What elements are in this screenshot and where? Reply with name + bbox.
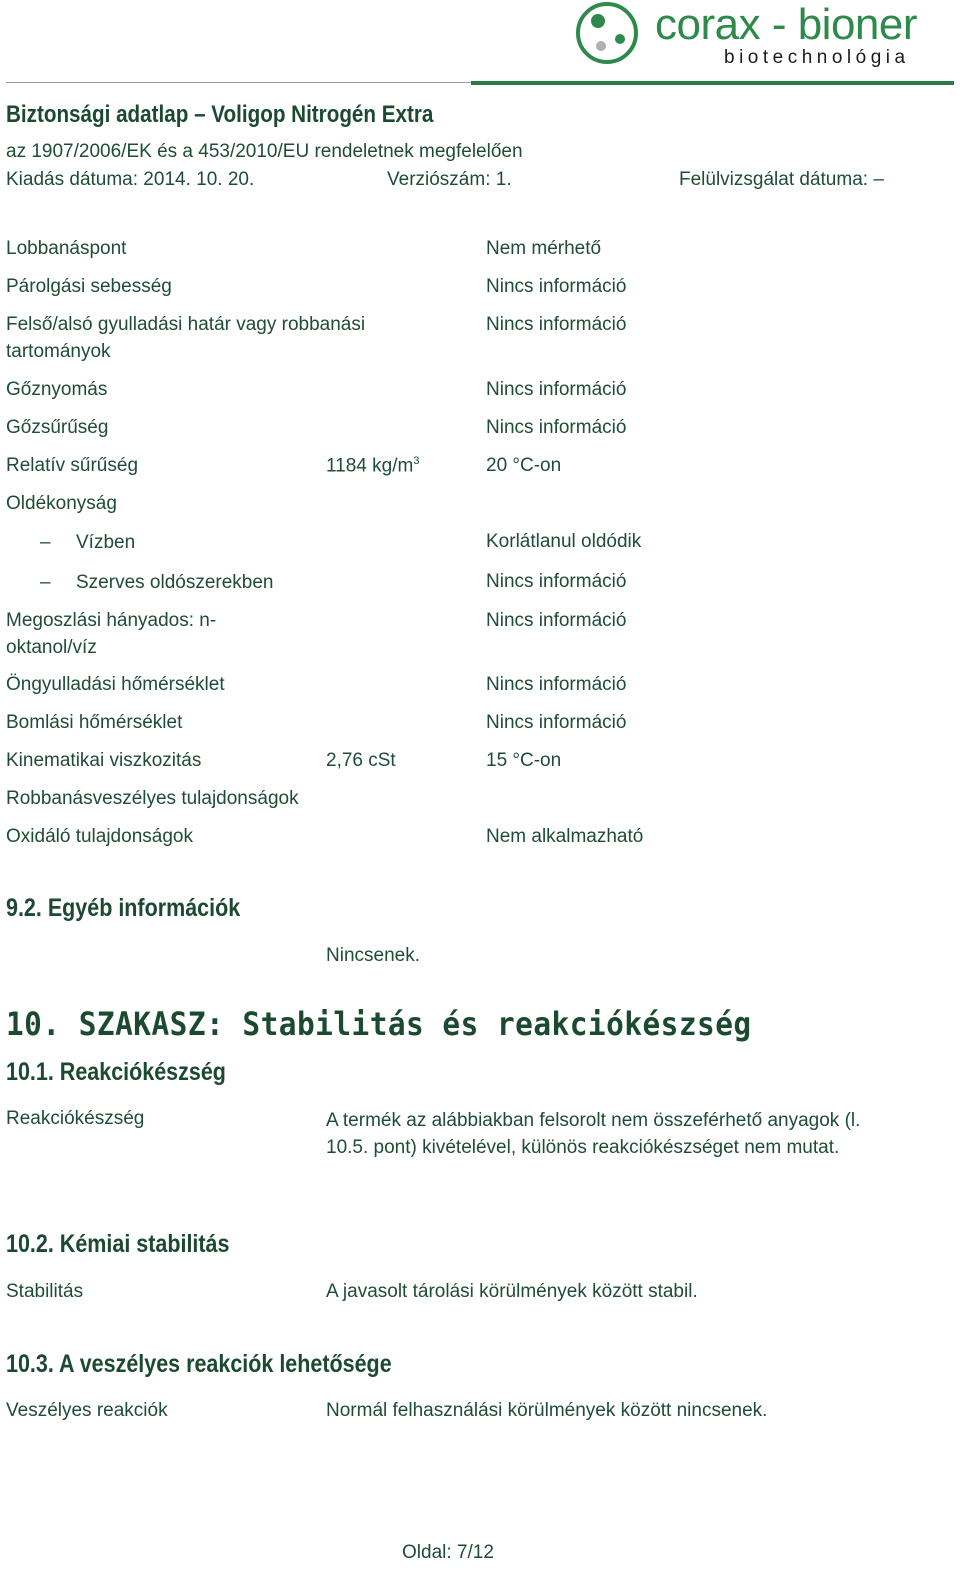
list-dash: – bbox=[40, 572, 51, 593]
property-label: Párolgási sebesség bbox=[6, 276, 172, 297]
section-paragraph: A termék az alábbiakban felsorolt nem összeférhető anyagok (l. 10.5. pont) kivételével, különös reakciókészséget nem mutat. bbox=[326, 1110, 861, 1158]
list-dash: – bbox=[40, 532, 51, 553]
property-label: Öngyulladási hőmérséklet bbox=[6, 674, 225, 695]
amount-text: 1184 kg/m bbox=[326, 455, 414, 477]
property-value: Nincs információ bbox=[486, 712, 627, 733]
issue-date: Kiadás dátuma: 2014. 10. 20. bbox=[6, 169, 255, 190]
property-label: Oldékonyság bbox=[6, 493, 117, 514]
logo-wordmark: corax - bioner bbox=[655, 0, 918, 49]
property-label: Relatív sűrűség bbox=[6, 455, 139, 476]
section-heading-10: 10. SZAKASZ: Stabilitás és reakciókészség bbox=[6, 1005, 752, 1043]
property-label-cont: tartományok bbox=[6, 341, 111, 362]
review-date: Felülvizsgálat dátuma: – bbox=[679, 169, 884, 190]
document-title: Biztonsági adatlap – Voligop Nitrogén Extra bbox=[6, 101, 434, 128]
section-heading-9-2: 9.2. Egyéb információk bbox=[6, 894, 241, 922]
subsection-heading-10-1: 10.1. Reakciókészség bbox=[6, 1058, 226, 1086]
header-rule-thin bbox=[6, 82, 471, 83]
property-amount: 2,76 cSt bbox=[326, 750, 396, 771]
property-value: Nincs információ bbox=[486, 379, 627, 400]
property-value: Nincs információ bbox=[486, 674, 627, 695]
regulation-line: az 1907/2006/EK és a 453/2010/EU rendeletnek megfelelően bbox=[6, 141, 523, 162]
property-value: Nincs információ bbox=[486, 276, 627, 297]
section-text: A javasolt tárolási körülmények között stabil. bbox=[326, 1281, 698, 1302]
page-number: Oldal: 7/12 bbox=[402, 1542, 494, 1563]
property-value: Nincs információ bbox=[486, 610, 627, 631]
property-label: Gőzsűrűség bbox=[6, 417, 109, 438]
property-label: Reakciókészség bbox=[6, 1108, 145, 1129]
property-value: 20 °C-on bbox=[486, 455, 562, 476]
property-value: Korlátlanul oldódik bbox=[486, 531, 642, 552]
subsection-heading-10-3: 10.3. A veszélyes reakciók lehetősége bbox=[6, 1350, 392, 1378]
property-label: Robbanásveszélyes tulajdonságok bbox=[6, 788, 299, 809]
version-number: Verziószám: 1. bbox=[387, 169, 512, 190]
property-label: Kinematikai viszkozitás bbox=[6, 750, 202, 771]
amount-superscript: 3 bbox=[413, 455, 420, 467]
header-rule-thick bbox=[471, 81, 954, 85]
property-sublabel: Vízben bbox=[76, 532, 136, 553]
property-amount bbox=[326, 455, 419, 477]
property-label-cont: oktanol/víz bbox=[6, 637, 97, 658]
property-value: 15 °C-on bbox=[486, 750, 562, 771]
section-text: Normál felhasználási körülmények között nincsenek. bbox=[326, 1400, 768, 1421]
property-value: Nem mérhető bbox=[486, 238, 602, 259]
property-value: Nincs információ bbox=[486, 314, 627, 335]
property-value: Nincs információ bbox=[486, 417, 627, 438]
property-label: Megoszlási hányados: n- bbox=[6, 610, 217, 631]
property-sublabel: Szerves oldószerekben bbox=[76, 572, 274, 593]
property-label: Felső/alsó gyulladási határ vagy robbanási bbox=[6, 314, 366, 335]
property-label: Oxidáló tulajdonságok bbox=[6, 826, 193, 847]
property-value: Nem alkalmazható bbox=[486, 826, 644, 847]
property-label: Lobbanáspont bbox=[6, 238, 127, 259]
corax-bioner-logo-icon bbox=[576, 2, 638, 64]
logo-subtitle: biotechnológia bbox=[724, 47, 910, 68]
property-value: Nincs információ bbox=[486, 571, 627, 592]
property-label: Bomlási hőmérséklet bbox=[6, 712, 183, 733]
section-text: Nincsenek. bbox=[326, 945, 420, 966]
subsection-heading-10-2: 10.2. Kémiai stabilitás bbox=[6, 1230, 230, 1258]
property-label: Veszélyes reakciók bbox=[6, 1400, 168, 1421]
property-label: Gőznyomás bbox=[6, 379, 108, 400]
property-label: Stabilitás bbox=[6, 1281, 84, 1302]
